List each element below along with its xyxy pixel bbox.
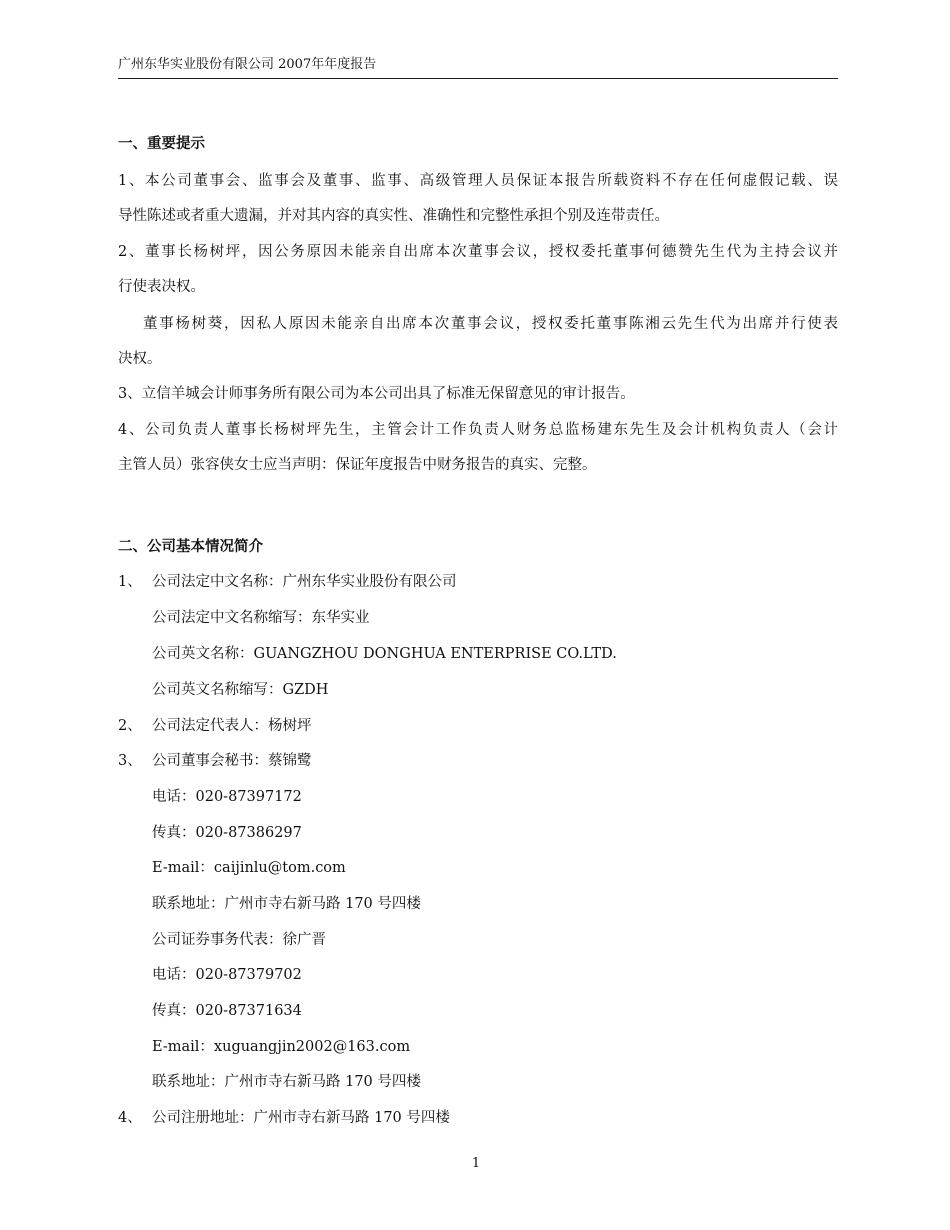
secretary-email: E-mail：caijinlu@tom.com [152,860,346,876]
notice-item-4-line-2: 主管人员）张容侠女士应当声明：保证年度报告中财务报告的真实、完整。 [118,457,597,473]
company-cn-abbr: 公司法定中文名称缩写：东华实业 [152,610,370,626]
notice-item-2-line-2: 行使表决权。 [118,279,205,295]
page-number: 1 [471,1156,481,1171]
info-item-2 [118,716,312,736]
notice-item-2-line-1: 2、董事长杨树坪，因公务原因未能亲自出席本次董事会议，授权委托董事何德赞先生代为主持会议并 [118,244,838,260]
securities-rep-fax: 传真：020-87371634 [152,1003,302,1019]
company-en-abbr: 公司英文名称缩写：GZDH [152,682,329,698]
securities-rep-email: E-mail：xuguangjin2002@163.com [152,1039,411,1055]
info-item-4-number: 4、 [118,1110,142,1126]
notice-item-1-line-1: 1、本公司董事会、监事会及董事、监事、高级管理人员保证本报告所载资料不存在任何虚假记载、误 [118,173,838,189]
section2-heading: 二、公司基本情况简介 [118,538,263,555]
info-item-2-number: 2、 [118,718,142,734]
section1-heading: 一、重要提示 [118,135,205,152]
securities-rep-address: 联系地址：广州市寺右新马路 170 号四楼 [152,1074,421,1090]
notice-item-2b-line-2: 决权。 [118,351,162,367]
secretary-phone: 电话：020-87397172 [152,789,302,805]
info-item-3-text: 公司董事会秘书：蔡锦鹭 [152,753,312,769]
info-item-3 [118,751,312,771]
secretary-address: 联系地址：广州市寺右新马路 170 号四楼 [152,896,421,912]
info-item-1-text: 公司法定中文名称：广州东华实业股份有限公司 [152,574,457,590]
secretary-fax: 传真：020-87386297 [152,825,302,841]
page-header [118,56,838,79]
info-item-4-text: 公司注册地址：广州市寺右新马路 170 号四楼 [152,1110,450,1126]
securities-rep-phone: 电话：020-87379702 [152,967,302,983]
info-item-1 [118,572,457,592]
info-item-1-number: 1、 [118,574,142,590]
notice-item-4-line-1: 4、公司负责人董事长杨树坪先生，主管会计工作负责人财务总监杨建东先生及会计机构负责人（会计 [118,422,838,438]
info-item-4 [118,1108,450,1128]
header-title: 广州东华实业股份有限公司 2007年年度报告 [118,57,377,72]
info-item-2-text: 公司法定代表人：杨树坪 [152,718,312,734]
notice-item-1-line-2: 导性陈述或者重大遗漏，并对其内容的真实性、准确性和完整性承担个别及连带责任。 [118,208,669,224]
company-en-name: 公司英文名称：GUANGZHOU DONGHUA ENTERPRISE CO.LTD. [152,646,617,662]
securities-rep-name: 公司证券事务代表：徐广晋 [152,932,326,948]
notice-item-3: 3、立信羊城会计师事务所有限公司为本公司出具了标准无保留意见的审计报告。 [118,386,635,402]
notice-item-2b-line-1: 董事杨树葵，因私人原因未能亲自出席本次董事会议，授权委托董事陈湘云先生代为出席并行使表 [143,316,838,332]
info-item-3-number: 3、 [118,753,142,769]
